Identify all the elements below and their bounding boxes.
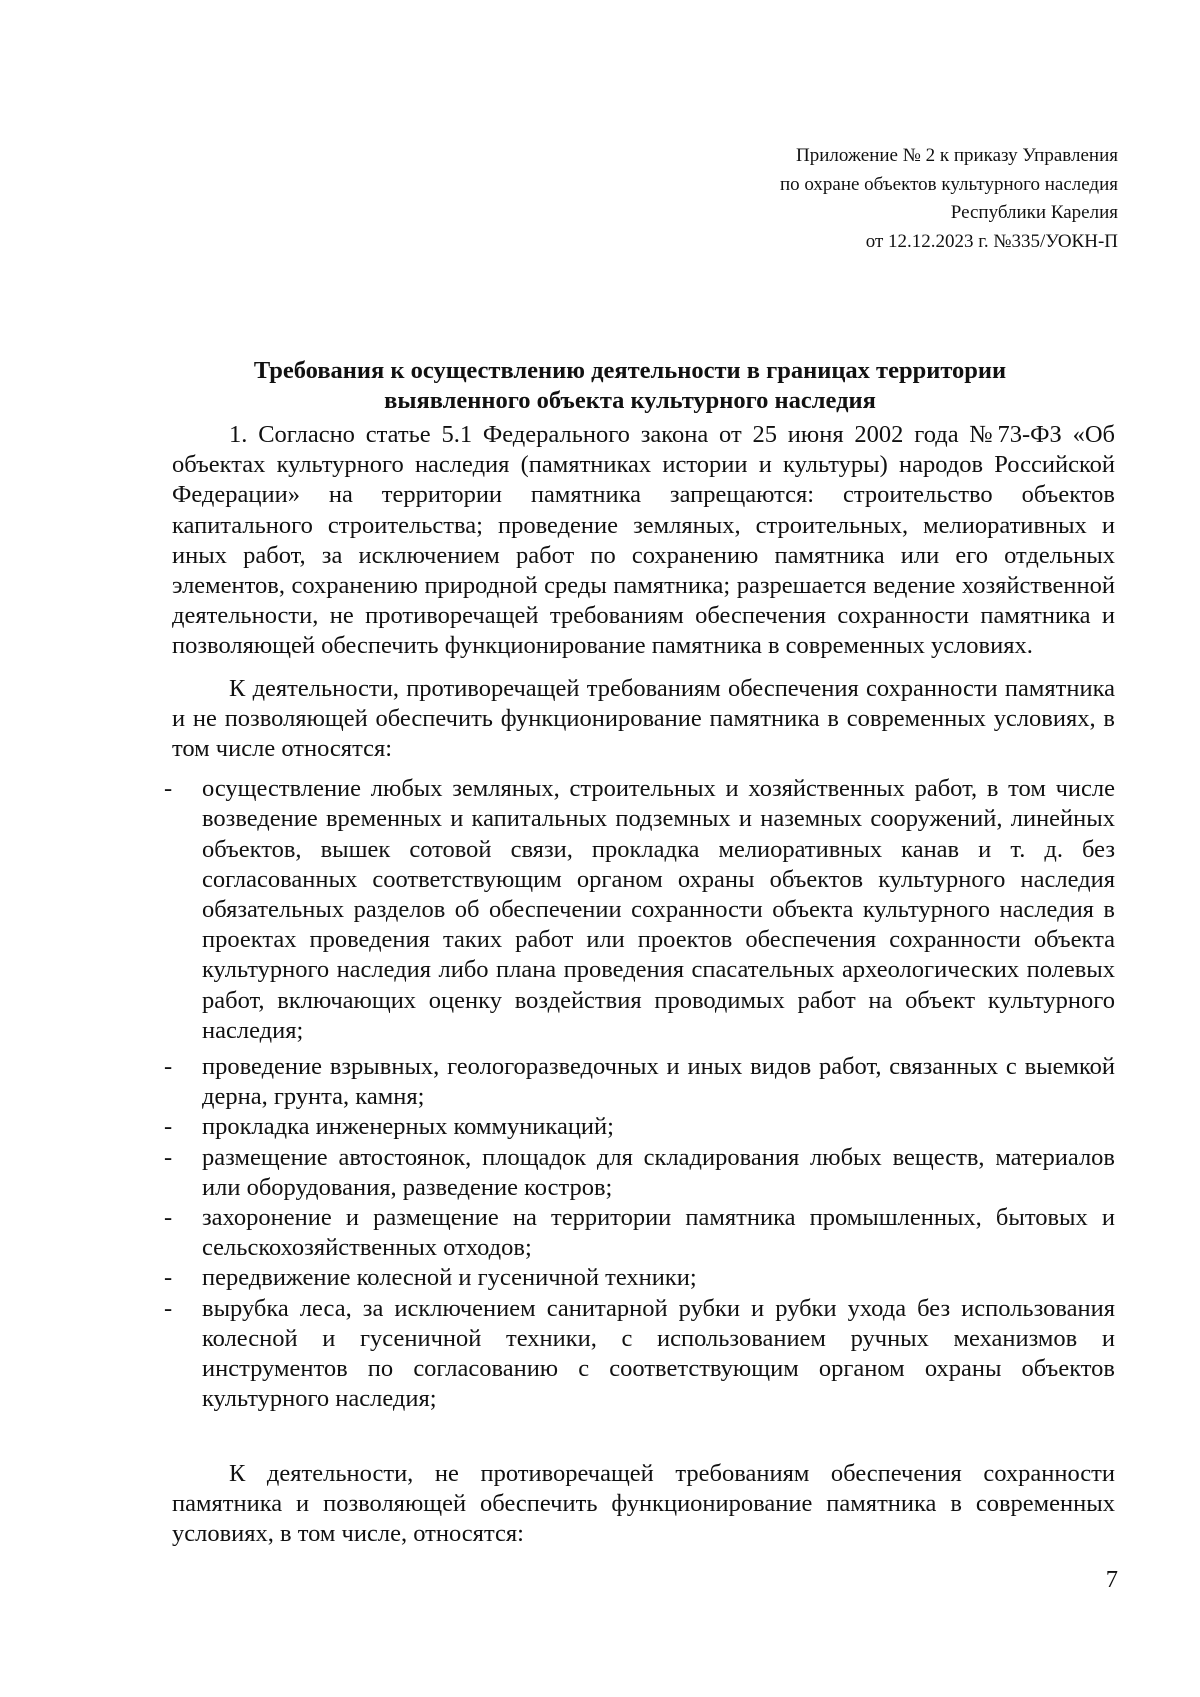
list-item (164, 1143, 1115, 1203)
dash-bullet: - (164, 775, 173, 803)
appendix-line: по охране объектов культурного наследия (779, 173, 1118, 195)
prohibited-activities-list (164, 774, 1115, 1414)
document-body (164, 420, 1115, 1549)
list-item-text: проведение взрывных, геологоразведочных и иных видов работ, связанных с выемкой дерна, грунта, камня; (202, 1053, 1115, 1111)
page-number: 7 (1105, 1566, 1118, 1593)
paragraph-article-reference: 1. Согласно статье 5.1 Федерального закона от 25 июня 2002 года №73-ФЗ «Об объектах культурного наследия (памятниках истории и культуры) народов Российской Федерации» на территории памятника запрещаются: строительство объектов капитального строительства; проведение земляных, строительных, мелиоративных и иных работ, за исключением работ по сохранению памятника или его отдельных элементов, сохранению природной среды памятника; разрешается ведение хозяйственной деятельности, не противоречащей требованиям обеспечения сохранности памятника и позволяющей обеспечить функционирование памятника в современных условиях. (172, 421, 1115, 660)
appendix-header (518, 142, 1118, 256)
dash-bullet: - (164, 1294, 173, 1322)
title-line: Требования к осуществлению деятельности в границах территории (253, 357, 1007, 384)
appendix-line: Республики Карелия (950, 202, 1118, 223)
dash-bullet: - (164, 1204, 173, 1232)
list-item (164, 1112, 1115, 1142)
list-item-text: осуществление любых земляных, строительных и хозяйственных работ, в том числе возведение временных и капитальных подземных и наземных сооружений, линейных объектов, вышек сотовой связи, прокладка мелиоративных канав и т. д. без согласованных соответствующим органом охраны объектов культурного наследия обязательных разделов об обеспечении сохранности объекта культурного наследия в проектах проведения таких работ или проектов обеспечения сохранности объекта культурного наследия либо плана проведения спасательных археологических полевых работ, включающих оценку воздействия проводимых работ на объект культурного наследия; (202, 775, 1115, 1044)
dash-bullet: - (164, 1264, 173, 1292)
dash-bullet: - (164, 1053, 173, 1081)
list-item (164, 1203, 1115, 1263)
appendix-line: Приложение № 2 к приказу Управления (796, 145, 1118, 166)
appendix-line: от 12.12.2023 г. №335/УОКН-П (865, 230, 1118, 252)
list-item (164, 1052, 1115, 1112)
paragraph-prohibited-intro: К деятельности, противоречащей требованиям обеспечения сохранности памятника и не позволяющей обеспечить функционирование памятника в современных условиях, в том числе относятся: (172, 674, 1115, 763)
document-title (170, 356, 1090, 416)
dash-bullet: - (164, 1113, 173, 1141)
list-item (164, 774, 1115, 1046)
title-line: выявленного объекта культурного наследия (384, 387, 876, 414)
list-item-text: прокладка инженерных коммуникаций; (202, 1113, 614, 1141)
paragraph-permitted-intro: К деятельности, не противоречащей требованиям обеспечения сохранности памятника и позволяющей обеспечить функционирование памятника в современных условиях, в том числе, относятся: (172, 1459, 1115, 1547)
list-item-text: размещение автостоянок, площадок для складирования любых веществ, материалов или оборудования, разведение костров; (202, 1143, 1115, 1201)
list-item (164, 1263, 1115, 1293)
list-item (164, 1294, 1115, 1415)
list-item-text: передвижение колесной и гусеничной техники; (202, 1264, 697, 1292)
list-item-text: вырубка леса, за исключением санитарной рубки и рубки ухода без использования колесной и гусеничной техники, с использованием ручных механизмов и инструментов по согласованию с соответствующим органом охраны объектов культурного наследия; (202, 1294, 1115, 1413)
dash-bullet: - (164, 1143, 173, 1171)
list-item-text: захоронение и размещение на территории памятника промышленных, бытовых и сельскохозяйственных отходов; (202, 1204, 1115, 1262)
